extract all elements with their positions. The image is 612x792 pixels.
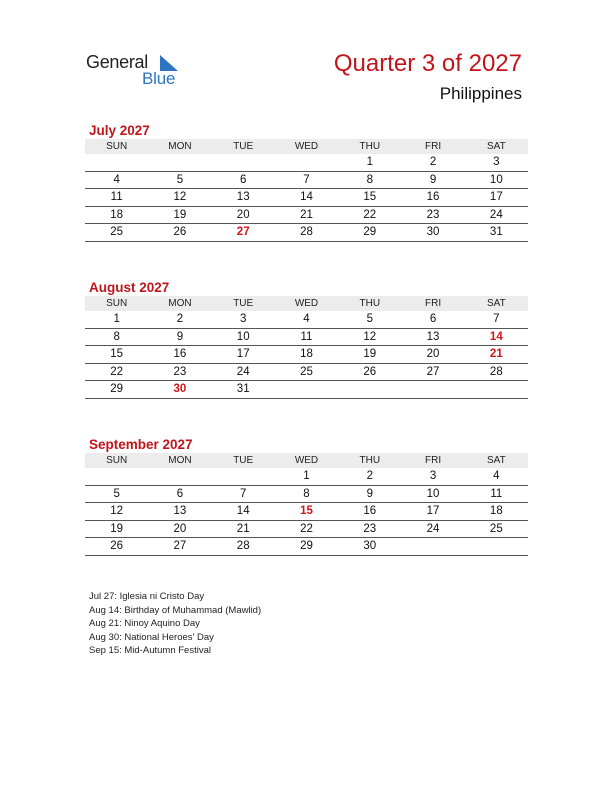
day-cell: 4	[493, 470, 500, 482]
day-cell: 17	[426, 505, 440, 517]
day-cell: 18	[300, 348, 313, 360]
week-row	[85, 468, 528, 486]
weekday-label: FRI	[424, 298, 442, 309]
day-cell	[148, 154, 211, 171]
day-cell: 19	[173, 208, 187, 221]
day-cell: 18	[489, 505, 503, 517]
day-cell	[212, 468, 275, 485]
day-cell: 10	[426, 487, 440, 500]
day-cell: 22	[300, 522, 313, 535]
day-cell: 23	[363, 522, 377, 535]
week-row	[85, 364, 528, 382]
day-cell: 28	[236, 540, 250, 552]
day-cell	[465, 381, 528, 398]
day-cell: 8	[366, 173, 373, 186]
weekday-label: MON	[168, 455, 192, 466]
day-cell: 5	[176, 173, 184, 186]
weekday-header	[85, 296, 528, 311]
day-cell: 6	[429, 313, 437, 325]
day-cell: 16	[363, 505, 377, 517]
day-cell: 26	[173, 226, 187, 238]
weekday-label: SAT	[486, 298, 506, 309]
day-cell: 6	[176, 487, 184, 500]
day-cell: 28	[489, 365, 503, 378]
day-cell: 29	[363, 226, 377, 238]
day-cell: 21	[300, 208, 313, 221]
weekday-label: SAT	[486, 455, 506, 466]
weekday-label: TUE	[233, 455, 254, 466]
day-cell: 30	[363, 540, 377, 552]
weekday-label: THU	[359, 298, 381, 309]
day-cell: 24	[489, 208, 503, 221]
day-cell: 17	[236, 348, 250, 360]
holiday-note: Aug 30: National Heroes' Day	[89, 631, 214, 643]
day-cell: 27	[426, 365, 440, 378]
day-cell: 19	[363, 348, 377, 360]
day-cell: 25	[489, 522, 503, 535]
day-cell: 26	[110, 540, 124, 552]
day-cell: 2	[366, 470, 373, 482]
week-row	[85, 224, 528, 242]
day-cell: 5	[113, 487, 120, 500]
day-cell: 16	[173, 348, 187, 360]
day-cell	[338, 381, 401, 398]
weekday-label: THU	[359, 455, 381, 466]
day-cell: 24	[236, 365, 250, 378]
weekday-label: WED	[294, 298, 319, 309]
country-name: Philippines	[439, 84, 522, 103]
day-grid	[85, 154, 528, 242]
day-cell: 16	[426, 191, 440, 203]
day-cell	[275, 154, 338, 171]
day-cell: 7	[303, 173, 310, 186]
logo-general-text: General	[86, 52, 148, 72]
day-cell: 4	[113, 173, 120, 186]
day-cell: 11	[300, 330, 313, 343]
day-cell: 22	[110, 365, 124, 378]
day-cell: 14	[489, 330, 503, 343]
day-cell: 15	[110, 348, 124, 360]
weekday-header	[85, 139, 528, 154]
day-cell: 12	[110, 505, 124, 517]
day-grid	[85, 468, 528, 556]
day-cell: 7	[493, 313, 500, 325]
holiday-note: Aug 21: Ninoy Aquino Day	[89, 618, 200, 629]
week-row	[85, 503, 528, 521]
day-cell	[148, 468, 211, 485]
week-row	[85, 521, 528, 539]
weekday-label: FRI	[424, 141, 442, 152]
day-cell	[401, 538, 464, 555]
day-cell	[85, 154, 148, 171]
day-cell: 31	[489, 226, 503, 238]
day-cell	[275, 381, 338, 398]
day-grid	[85, 311, 528, 399]
day-cell: 4	[303, 313, 310, 325]
day-cell: 23	[426, 208, 440, 221]
day-cell: 3	[493, 156, 500, 168]
day-cell	[401, 381, 464, 398]
week-row	[85, 538, 528, 556]
day-cell: 9	[429, 173, 437, 186]
weekday-label: FRI	[424, 455, 442, 466]
weekday-label: TUE	[233, 298, 254, 309]
weekday-label: SAT	[486, 141, 506, 152]
day-cell: 20	[236, 208, 250, 221]
holiday-note: Aug 14: Birthday of Muhammad (Mawlid)	[89, 604, 262, 616]
month-august	[85, 279, 528, 399]
week-row	[85, 172, 528, 190]
day-cell: 20	[426, 348, 440, 360]
day-cell: 11	[490, 487, 503, 500]
week-row	[85, 346, 528, 364]
day-cell: 27	[236, 226, 250, 238]
day-cell: 20	[173, 522, 187, 535]
day-cell: 2	[429, 156, 437, 168]
day-cell	[212, 154, 275, 171]
day-cell: 10	[489, 173, 503, 186]
week-row	[85, 329, 528, 347]
day-cell: 11	[110, 191, 123, 203]
weekday-label: MON	[168, 298, 192, 309]
day-cell: 25	[300, 365, 313, 378]
day-cell: 19	[110, 522, 124, 535]
day-cell: 13	[236, 191, 250, 203]
day-cell: 24	[426, 522, 440, 535]
day-cell: 30	[173, 383, 187, 395]
day-cell: 31	[236, 383, 250, 395]
month-title: September 2027	[89, 437, 193, 452]
day-cell: 21	[236, 522, 250, 535]
day-cell: 9	[176, 330, 184, 343]
holiday-note: Sep 15: Mid-Autumn Festival	[89, 645, 211, 656]
day-cell: 27	[173, 540, 187, 552]
day-cell: 8	[113, 330, 120, 343]
day-cell: 12	[173, 191, 187, 203]
day-cell: 25	[110, 226, 124, 238]
day-cell: 1	[113, 313, 120, 325]
day-cell: 29	[110, 383, 124, 395]
day-cell	[85, 468, 148, 485]
day-cell: 3	[429, 470, 437, 482]
day-cell: 7	[240, 487, 247, 500]
day-cell: 22	[363, 208, 377, 221]
day-cell: 26	[363, 365, 377, 378]
week-row	[85, 486, 528, 504]
day-cell: 5	[366, 313, 373, 325]
weekday-label: TUE	[233, 141, 254, 152]
page-title: Quarter 3 of 2027	[333, 50, 522, 77]
weekday-label: SUN	[106, 141, 128, 152]
day-cell: 21	[489, 348, 503, 360]
day-cell: 13	[426, 330, 440, 343]
holiday-note: Jul 27: Iglesia ni Cristo Day	[89, 591, 205, 602]
day-cell: 12	[363, 330, 377, 343]
day-cell: 28	[300, 226, 313, 238]
week-row	[85, 189, 528, 207]
weekday-label: THU	[359, 141, 381, 152]
day-cell: 3	[240, 313, 247, 325]
day-cell	[465, 538, 528, 555]
day-cell: 9	[366, 487, 373, 500]
weekday-label: SUN	[106, 455, 128, 466]
day-cell: 23	[173, 365, 187, 378]
day-cell: 14	[236, 505, 250, 517]
day-cell: 8	[303, 487, 310, 500]
month-july	[85, 122, 528, 242]
day-cell: 2	[176, 313, 184, 325]
day-cell: 15	[300, 505, 313, 517]
day-cell: 14	[300, 191, 313, 203]
weekday-label: WED	[294, 455, 319, 466]
day-cell: 1	[366, 156, 373, 168]
holiday-notes	[89, 590, 261, 658]
day-cell: 29	[300, 540, 313, 552]
week-row	[85, 311, 528, 329]
week-row	[85, 207, 528, 225]
day-cell: 13	[173, 505, 187, 517]
day-cell: 10	[236, 330, 250, 343]
day-cell: 18	[110, 208, 124, 221]
weekday-header	[85, 453, 528, 468]
day-cell: 17	[489, 191, 503, 203]
day-cell: 15	[363, 191, 377, 203]
month-title: July 2027	[89, 123, 150, 138]
day-cell: 30	[426, 226, 440, 238]
month-september	[85, 436, 528, 556]
week-row	[85, 154, 528, 172]
week-row	[85, 381, 528, 399]
day-cell: 1	[303, 470, 310, 482]
logo-blue-text: Blue	[142, 69, 176, 88]
logo	[86, 52, 196, 92]
weekday-label: MON	[168, 141, 192, 152]
weekday-label: WED	[294, 141, 319, 152]
weekday-label: SUN	[106, 298, 128, 309]
month-title: August 2027	[89, 280, 170, 295]
day-cell: 6	[240, 173, 247, 186]
